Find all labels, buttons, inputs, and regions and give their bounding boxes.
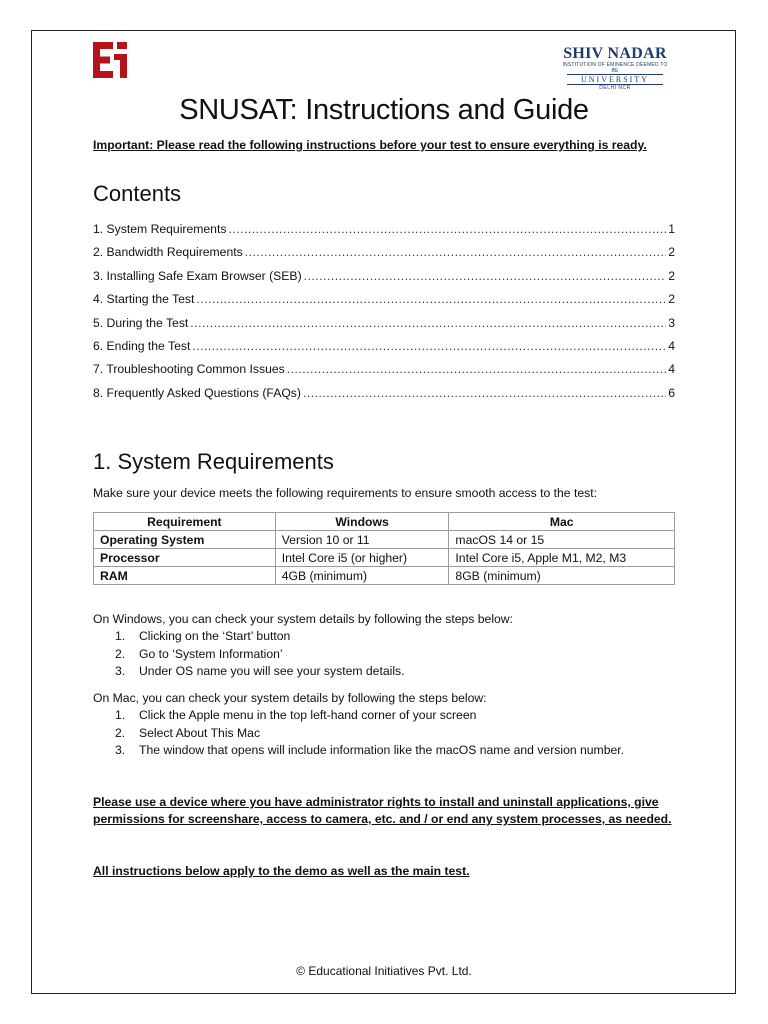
table-cell: Operating System	[94, 531, 276, 549]
important-note: Important: Please read the following instructions before your test to ensure everything is ready.	[93, 138, 647, 152]
toc-leader	[190, 316, 666, 330]
toc-item[interactable]	[93, 316, 675, 339]
toc-item-page: 2	[668, 245, 675, 260]
table-row	[94, 531, 675, 549]
toc-item[interactable]	[93, 362, 675, 385]
table-header-cell: Mac	[449, 513, 675, 531]
toc-leader	[192, 339, 666, 353]
footer-copyright: © Educational Initiatives Pvt. Ltd.	[296, 964, 472, 978]
list-item-text: Under OS name you will see your system details.	[139, 664, 405, 678]
list-item-number: 3.	[115, 664, 126, 678]
toc-item[interactable]	[93, 222, 675, 245]
table-row	[94, 549, 675, 567]
table-header-cell: Requirement	[94, 513, 276, 531]
list-item-text: Go to ‘System Information’	[139, 646, 283, 661]
windows-steps-lead: On Windows, you can check your system details by following the steps below:	[93, 612, 513, 626]
requirements-table	[93, 512, 675, 585]
toc-item[interactable]	[93, 245, 675, 268]
list-item-text: The window that opens will include information like the macOS name and version number.	[139, 743, 625, 757]
toc-item-label: 4. Starting the Test	[93, 292, 195, 307]
mac-steps	[93, 690, 675, 760]
mac-steps-lead: On Mac, you can check your system details by following the steps below:	[93, 691, 487, 705]
toc-item-label: 3. Installing Safe Exam Browser (SEB)	[93, 268, 302, 283]
table-header-row	[94, 513, 675, 531]
toc-item[interactable]	[93, 269, 675, 292]
ei-logo	[93, 42, 131, 78]
toc-item-label: 6. Ending the Test	[93, 338, 191, 353]
list-item	[93, 646, 675, 664]
list-item-number: 3.	[115, 743, 126, 757]
toc-item-label: 2. Bandwidth Requirements	[93, 245, 243, 260]
toc-leader	[303, 386, 666, 400]
toc-item-page: 4	[668, 362, 675, 377]
snu-logo-location: DELHI NCR	[599, 85, 631, 91]
list-item-number: 1.	[115, 629, 126, 643]
toc-item[interactable]	[93, 339, 675, 362]
list-item-text: Clicking on the ‘Start’ button	[139, 629, 291, 643]
toc-item-label: 7. Troubleshooting Common Issues	[93, 362, 285, 377]
admin-rights-note: Please use a device where you have administrator rights to install and uninstall applications, give permissions for screenshare, access to camera, etc. and / or end any system processes, as needed.	[93, 795, 672, 827]
section-intro: Make sure your device meets the following requirements to ensure smooth access to the test:	[93, 486, 597, 500]
table-header-cell: Windows	[275, 513, 449, 531]
table-cell: Intel Core i5 (or higher)	[275, 549, 449, 567]
contents-heading: Contents	[93, 181, 182, 206]
snu-logo-name: SHIV NADAR	[563, 45, 667, 62]
section-heading-system-requirements: 1. System Requirements	[93, 449, 334, 474]
table-cell: macOS 14 or 15	[449, 531, 675, 549]
windows-steps	[93, 611, 675, 681]
toc-item-label: 8. Frequently Asked Questions (FAQs)	[93, 385, 301, 400]
snu-logo	[561, 45, 669, 91]
toc-item-page: 2	[668, 268, 675, 283]
snu-logo-sub: INSTITUTION OF EMINENCE DEEMED TO BE	[562, 62, 668, 74]
list-item	[93, 707, 675, 725]
table-row	[94, 567, 675, 585]
ei-logo-mark	[93, 42, 127, 78]
table-cell: Intel Core i5, Apple M1, M2, M3	[449, 549, 675, 567]
toc-item-page: 1	[668, 222, 675, 236]
list-item-number: 1.	[115, 708, 126, 722]
list-item	[93, 663, 675, 681]
toc-item-page: 6	[668, 385, 675, 400]
toc-leader	[228, 222, 666, 236]
toc-item-label: 5. During the Test	[93, 315, 189, 330]
table-cell: Version 10 or 11	[275, 531, 449, 549]
snu-logo-university: UNIVERSITY	[567, 74, 663, 85]
list-item-number: 2.	[115, 725, 126, 740]
table-cell: 8GB (minimum)	[449, 567, 675, 585]
toc-item-page: 3	[668, 315, 675, 330]
table-cell: 4GB (minimum)	[275, 567, 449, 585]
list-item-number: 2.	[115, 646, 126, 661]
toc-leader	[245, 245, 666, 259]
toc-item-page: 4	[668, 338, 675, 353]
list-item-text: Click the Apple menu in the top left-hand corner of your screen	[139, 708, 477, 722]
list-item	[93, 628, 675, 646]
list-item	[93, 742, 675, 760]
windows-steps-list	[93, 628, 675, 681]
toc-leader	[287, 362, 667, 376]
toc-item-page: 2	[668, 292, 675, 307]
toc-item[interactable]	[93, 292, 675, 315]
toc-leader	[304, 269, 667, 283]
demo-note: All instructions below apply to the demo as well as the main test.	[93, 864, 470, 878]
toc-leader	[196, 292, 666, 306]
table-cell: RAM	[94, 567, 276, 585]
table-cell: Processor	[94, 549, 276, 567]
mac-steps-list	[93, 707, 675, 760]
page-title: SNUSAT: Instructions and Guide	[179, 94, 589, 126]
toc-item[interactable]	[93, 386, 675, 409]
toc-item-label: 1. System Requirements	[93, 222, 227, 236]
list-item-text: Select About This Mac	[139, 725, 261, 740]
table-of-contents	[93, 222, 675, 409]
list-item	[93, 725, 675, 743]
